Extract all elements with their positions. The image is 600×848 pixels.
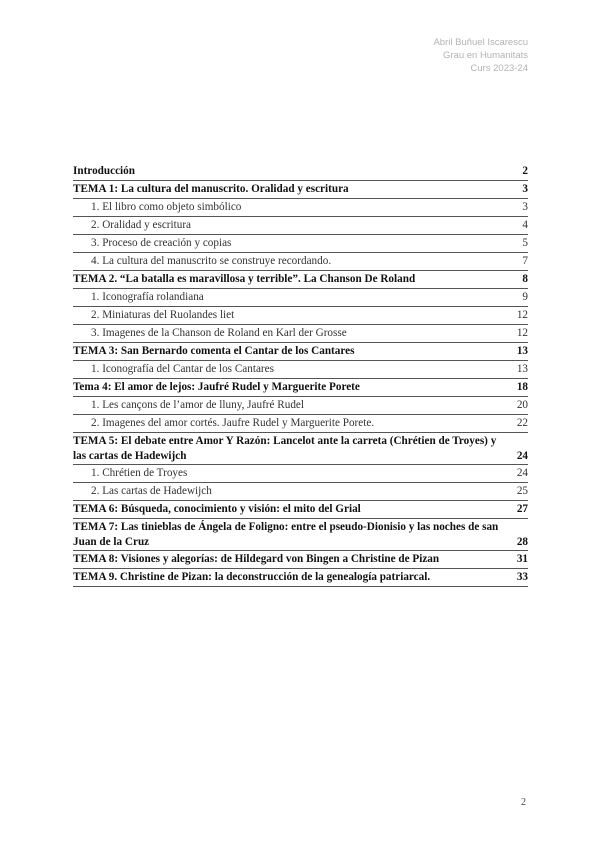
toc-subentry[interactable]: 1. Iconografía rolandiana 9: [73, 289, 528, 307]
toc-subentry[interactable]: 2. Imagenes del amor cortés. Jaufre Rudel y Marguerite Porete. 22: [73, 415, 528, 433]
toc-subentry[interactable]: 1. Les cançons de l’amor de lluny, Jaufré Rudel 20: [73, 397, 528, 415]
toc-entry-intro[interactable]: Introducción 2: [73, 163, 528, 181]
degree-name: Grau en Humanitats: [442, 50, 528, 61]
toc-subentry[interactable]: 1. Iconografía del Cantar de los Cantares 13: [73, 361, 528, 379]
toc-entry-tema-2[interactable]: TEMA 2. “La batalla es maravillosa y terrible”. La Chanson De Roland 8: [73, 271, 528, 289]
toc-subentry[interactable]: 2. Miniaturas del Ruolandes liet 12: [73, 307, 528, 325]
toc-subentry[interactable]: 2. Oralidad y escritura 4: [73, 217, 528, 235]
course-year: Curs 2023-24: [470, 63, 528, 74]
toc-subentry[interactable]: 4. La cultura del manuscrito se construye recordando. 7: [73, 253, 528, 271]
toc-entry-tema-9[interactable]: TEMA 9. Christine de Pizan: la deconstrucción de la genealogía patriarcal. 33: [73, 569, 528, 587]
toc-subentry[interactable]: 3. Imagenes de la Chanson de Roland en Karl der Grosse 12: [73, 325, 528, 343]
document-header: [433, 36, 528, 75]
toc-entry-tema-5[interactable]: TEMA 5: El debate entre Amor Y Razón: Lancelot ante la carreta (Chrétien de Troyes) y las cartas de Hadewijch 24: [73, 433, 528, 465]
toc-entry-tema-8[interactable]: TEMA 8: Visiones y alegorías: de Hildegard von Bingen a Christine de Pizan 31: [73, 551, 528, 569]
toc-subentry[interactable]: 1. El libro como objeto simbólico 3: [73, 199, 528, 217]
table-of-contents: [73, 163, 528, 587]
toc-entry-tema-3[interactable]: TEMA 3: San Bernardo comenta el Cantar de los Cantares 13: [73, 343, 528, 361]
toc-entry-tema-7[interactable]: TEMA 7: Las tinieblas de Ángela de Foligno: entre el pseudo-Dionisio y las noches de san Juan de la Cruz 28: [73, 519, 528, 551]
page-number: 2: [521, 797, 526, 808]
toc-subentry[interactable]: 2. Las cartas de Hadewijch 25: [73, 483, 528, 501]
toc-entry-tema-6[interactable]: TEMA 6: Búsqueda, conocimiento y visión: el mito del Grial 27: [73, 501, 528, 519]
toc-subentry[interactable]: 3. Proceso de creación y copias 5: [73, 235, 528, 253]
toc-subentry[interactable]: 1. Chrétien de Troyes 24: [73, 465, 528, 483]
toc-entry-tema-1[interactable]: TEMA 1: La cultura del manuscrito. Oralidad y escritura 3: [73, 181, 528, 199]
author-name: Abril Buñuel Iscarescu: [433, 37, 528, 48]
toc-entry-tema-4[interactable]: Tema 4: El amor de lejos: Jaufré Rudel y Marguerite Porete 18: [73, 379, 528, 397]
